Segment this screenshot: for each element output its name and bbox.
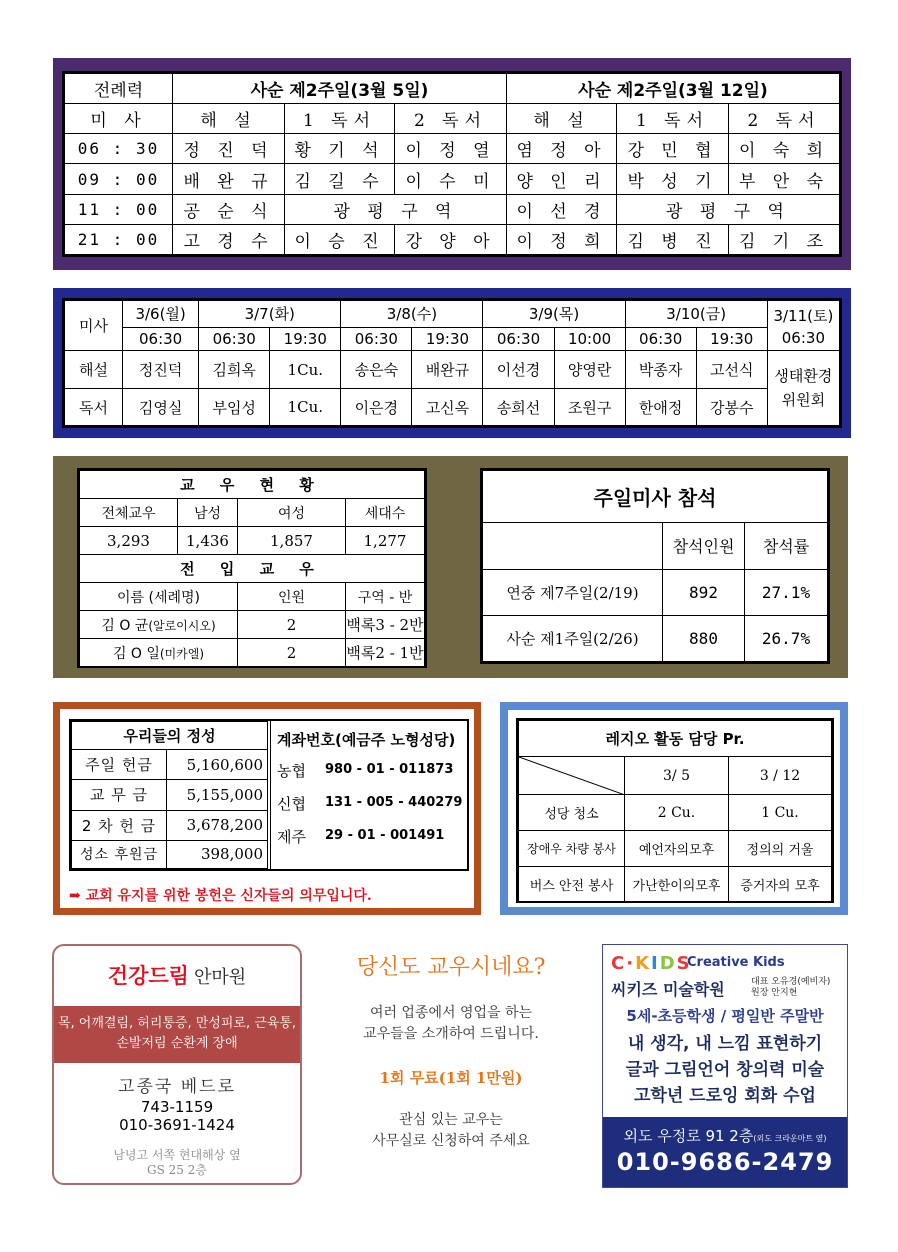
stats-value: 1,436: [178, 527, 238, 555]
sunday-roles-table: [64, 73, 840, 255]
academy-address: [603, 1125, 847, 1146]
parish-stats-box: [77, 468, 427, 668]
legio-corner: [519, 757, 625, 795]
diagonal-line: [519, 757, 625, 795]
role-cell: 이 선 경: [507, 194, 617, 224]
role-cell: 조원구: [554, 389, 625, 426]
time-header: 19:30: [412, 327, 483, 350]
role-cell: 김희옥: [199, 350, 270, 389]
director-line: 원장 안지현: [751, 988, 798, 998]
role-cell: 양영란: [554, 350, 625, 389]
column-header: 2 독서: [729, 104, 840, 134]
role-cell: 1Cu.: [270, 389, 341, 426]
promo-price: 1회 무료(1회 1만원): [379, 1069, 523, 1087]
offering-label: 2 차 헌 금: [72, 810, 167, 840]
role-cell: 강 양 아: [395, 224, 507, 254]
role-cell: 부 안 숙: [729, 164, 840, 194]
legio-table: [518, 720, 832, 902]
role-cell: 광 평 구 역: [285, 194, 507, 224]
transfer-title: 전 입 교 우: [80, 555, 425, 583]
baptismal-name: (알로이시오): [148, 618, 216, 633]
transfer-name: 김 O 일: [112, 645, 160, 662]
academy-name: 씨키즈 미술학원: [611, 980, 725, 999]
date-header: 3/7(화): [199, 301, 341, 328]
column-header: 2 독서: [395, 104, 507, 134]
mass-time: 06 : 30: [65, 134, 173, 164]
offerings-table: [71, 721, 268, 869]
offering-amount: 398,000: [167, 840, 268, 868]
legio-date: 3/ 5: [625, 757, 729, 795]
academy-english-name: Creative Kids: [687, 955, 785, 970]
bank-name: 농협: [277, 762, 306, 780]
stats-value: 1,277: [346, 527, 425, 555]
table-row: [483, 569, 828, 615]
bank-accounts: [270, 721, 467, 869]
legio-assignee: 1 Cu.: [729, 795, 832, 831]
offerings-box: [69, 719, 469, 871]
table-row: [65, 134, 840, 164]
promo-text: [318, 1003, 584, 1045]
time-header: 06:30: [781, 329, 825, 348]
role-cell: 김 기 조: [729, 224, 840, 254]
time-header: 06:30: [123, 327, 199, 350]
role-cell: 양 인 리: [507, 164, 617, 194]
massage-address: [54, 1148, 300, 1178]
mass-label: 미사: [65, 301, 123, 351]
role-cell: 박종자: [625, 350, 696, 389]
table-row: [65, 194, 840, 224]
role-cell: 1Cu.: [270, 350, 341, 389]
weekday-mass-table: [64, 300, 840, 426]
business-promo: [318, 950, 584, 1180]
promo-line: 관심 있는 교우는: [399, 1112, 503, 1128]
week1-title: 사순 제2주일(3월 5일): [173, 74, 507, 104]
attendance-header: 참석인원: [663, 523, 745, 569]
reading-label: 독서: [65, 389, 123, 426]
date-header: 3/11(토): [773, 307, 834, 326]
time-header: 06:30: [625, 327, 696, 350]
stats-header: 전체교우: [80, 499, 178, 527]
account-title: 계좌번호(예금주 노형성당): [277, 731, 456, 749]
transfer-name: 김 O 균: [101, 617, 149, 634]
date-header: 3/9(목): [483, 301, 625, 328]
attendance-count: 892: [663, 569, 745, 615]
legio-assignee: 예언자의모후: [625, 831, 729, 867]
promo-line: 사무실로 신청하여 주세요: [372, 1133, 530, 1149]
address-line: GS 25 2층: [147, 1163, 207, 1177]
role-cell: 한애정: [625, 389, 696, 426]
attendance-box: [480, 468, 830, 664]
time-header: 19:30: [696, 327, 767, 350]
date-header: 3/8(수): [341, 301, 483, 328]
role-cell: 고신옥: [412, 389, 483, 426]
transfer-header: 구역 - 반: [346, 583, 425, 611]
time-header: 19:30: [270, 327, 341, 350]
academy-slogan: 글과 그림언어 창의력 미술: [625, 1060, 825, 1080]
table-row: [72, 840, 268, 868]
massage-owner: 고종국 베드로: [118, 1077, 236, 1097]
logo-letter: C·: [611, 953, 636, 974]
saturday-note: 생태환경 위원회: [767, 350, 839, 425]
role-cell: 이 정 열: [395, 134, 507, 164]
table-row: [72, 780, 268, 810]
address-text: 외도 우정로 91 2층: [623, 1127, 754, 1145]
phone-number: 010-3691-1424: [119, 1116, 235, 1134]
role-cell: 송은숙: [341, 350, 412, 389]
art-academy-ad: [602, 944, 848, 1188]
attendance-table: [482, 470, 828, 662]
ckids-logo: [611, 953, 692, 974]
offering-amount: 3,678,200: [167, 810, 268, 840]
logo-letter: S: [676, 953, 692, 974]
account-row: [277, 826, 467, 847]
transfer-area: 백록2 - 1반: [346, 639, 425, 667]
logo-letter: I: [651, 953, 660, 974]
bank-name: 신협: [277, 795, 306, 813]
legio-assignee: 2 Cu.: [625, 795, 729, 831]
role-cell: 이 승 진: [285, 224, 395, 254]
offerings-title: 우리들의 정성: [72, 722, 268, 750]
offerings-panel: [53, 702, 481, 915]
table-row: [80, 611, 425, 639]
role-cell: 김영실: [123, 389, 199, 426]
academy-phone: 010-9686-2479: [616, 1148, 834, 1176]
role-cell: 공 순 식: [173, 194, 285, 224]
role-cell: 고 경 수: [173, 224, 285, 254]
role-cell: 강 민 협: [617, 134, 729, 164]
table-row: [519, 867, 832, 902]
promo-apply: [318, 1110, 584, 1152]
role-cell: 박 성 기: [617, 164, 729, 194]
phone-number: 743-1159: [140, 1098, 214, 1116]
stats-header: 세대수: [346, 499, 425, 527]
promo-heading: 당신도 교우시네요?: [356, 955, 546, 980]
role-cell: 부임성: [199, 389, 270, 426]
offering-label: 성소 후원금: [72, 840, 167, 868]
role-cell: 김 병 진: [617, 224, 729, 254]
role-cell: 이선경: [483, 350, 554, 389]
column-header: 1 독서: [617, 104, 729, 134]
table-row: [72, 750, 268, 780]
promo-line: 교우들을 소개하여 드립니다.: [363, 1026, 539, 1042]
brand-type: 안마원: [194, 967, 247, 988]
parish-stats-panel: [53, 456, 848, 678]
column-header: 1 독서: [285, 104, 395, 134]
attendance-label: 연중 제7주일(2/19): [483, 569, 663, 615]
account-number: 980 - 01 - 011873: [325, 762, 454, 777]
attendance-title: 주일미사 참석: [483, 471, 828, 523]
academy-contact: [603, 1117, 847, 1187]
mass-time: 09 : 00: [65, 164, 173, 194]
attendance-rate: 26.7%: [745, 615, 828, 661]
liturgy-header: 전례력: [65, 74, 173, 104]
column-header: 해 설: [507, 104, 617, 134]
offering-notice: ➡ 교회 유지를 위한 봉헌은 신자들의 의무입니다.: [69, 888, 372, 904]
transfer-count: 2: [238, 611, 346, 639]
table-row: [65, 224, 840, 254]
massage-ad: [52, 944, 302, 1185]
table-row: [483, 615, 828, 661]
baptismal-name: (미카엘): [159, 646, 205, 661]
bank-name: 제주: [277, 828, 306, 846]
legio-assignee: 정의의 거울: [729, 831, 832, 867]
legio-duty: 성당 청소: [519, 795, 625, 831]
massage-brand: [54, 960, 300, 990]
attendance-label: 사순 제1주일(2/26): [483, 615, 663, 661]
massage-services: 목, 어깨결림, 허리통증, 만성피로, 근육통, 손발저림 순환계 장애: [54, 1006, 300, 1063]
transfer-header: 인원: [238, 583, 346, 611]
legio-panel: [500, 702, 848, 915]
role-cell: 이 수 미: [395, 164, 507, 194]
table-row: [65, 389, 840, 426]
role-cell: 강봉수: [696, 389, 767, 426]
table-row: [519, 795, 832, 831]
logo-letter: K: [635, 953, 652, 974]
account-row: [277, 760, 467, 781]
parish-stats-table: [79, 470, 425, 667]
transfer-name-cell: [80, 639, 238, 667]
role-cell: 이 정 희: [507, 224, 617, 254]
stats-value: 3,293: [80, 527, 178, 555]
time-header: 06:30: [483, 327, 554, 350]
legio-duty: 버스 안전 봉사: [519, 867, 625, 902]
academy-slogan: 내 생각, 내 느낌 표현하기: [627, 1034, 823, 1054]
time-header: 10:00: [554, 327, 625, 350]
address-line: 남녕고 서쪽 현대해상 옆: [113, 1148, 241, 1162]
offering-label: 교 무 금: [72, 780, 167, 810]
offering-amount: 5,155,000: [167, 780, 268, 810]
role-cell: 배 완 규: [173, 164, 285, 194]
offering-label: 주일 헌금: [72, 750, 167, 780]
column-header: 해 설: [173, 104, 285, 134]
role-cell: 배완규: [412, 350, 483, 389]
logo-letter: D: [659, 953, 677, 974]
time-header: 06:30: [199, 327, 270, 350]
role-cell: 이 숙 희: [729, 134, 840, 164]
mass-time: 21 : 00: [65, 224, 173, 254]
account-number: 131 - 005 - 440279: [325, 795, 463, 810]
table-row: [519, 831, 832, 867]
commentary-label: 해설: [65, 350, 123, 389]
address-note: (외도 크라운마트 옆): [753, 1134, 827, 1143]
stats-value: 1,857: [238, 527, 346, 555]
role-cell: 이은경: [341, 389, 412, 426]
account-number: 29 - 01 - 001491: [325, 828, 445, 843]
week2-title: 사순 제2주일(3월 12일): [507, 74, 840, 104]
brand-name: 건강드림: [107, 964, 189, 988]
academy-slogan: 고학년 드로잉 회화 수업: [634, 1086, 816, 1106]
saturday-header: [767, 301, 839, 351]
legio-duty: 장애우 차량 봉사: [519, 831, 625, 867]
legio-date: 3 / 12: [729, 757, 832, 795]
table-row: [65, 164, 840, 194]
role-cell: 정진덕: [123, 350, 199, 389]
role-cell: 염 정 아: [507, 134, 617, 164]
massage-phones: [54, 1098, 300, 1134]
transfer-count: 2: [238, 639, 346, 667]
time-header: 06:30: [341, 327, 412, 350]
role-cell: 고선식: [696, 350, 767, 389]
transfer-name-cell: [80, 611, 238, 639]
role-cell: 광 평 구 역: [617, 194, 840, 224]
attendance-rate: 27.1%: [745, 569, 828, 615]
academy-directors: [751, 977, 830, 999]
transfer-area: 백록3 - 2반: [346, 611, 425, 639]
promo-line: 여러 업종에서 영업을 하는: [369, 1005, 533, 1021]
stats-header: 여성: [238, 499, 346, 527]
attendance-header: 참석률: [745, 523, 828, 569]
role-cell: 송희선: [483, 389, 554, 426]
table-row: [72, 810, 268, 840]
director-line: 대표 오유경(예비자): [751, 977, 831, 987]
table-row: [80, 639, 425, 667]
academy-classes: 5세-초등학생 / 평일반 주말반: [626, 1007, 824, 1025]
offering-amount: 5,160,600: [167, 750, 268, 780]
sunday-roles-panel: [53, 58, 851, 270]
mass-label: 미 사: [65, 104, 173, 134]
stats-header: 남성: [178, 499, 238, 527]
role-cell: 정 진 덕: [173, 134, 285, 164]
legio-title: 레지오 활동 담당 Pr.: [519, 721, 832, 757]
date-header: 3/10(금): [625, 301, 767, 328]
attendance-corner: [483, 523, 663, 569]
mass-time: 11 : 00: [65, 194, 173, 224]
date-header: 3/6(월): [123, 301, 199, 328]
account-row: [277, 793, 467, 814]
role-cell: 황 기 석: [285, 134, 395, 164]
legio-assignee: 가난한이의모후: [625, 867, 729, 902]
weekday-mass-panel: [53, 288, 851, 438]
transfer-header: 이름 (세례명): [80, 583, 238, 611]
stats-title: 교 우 현 황: [80, 471, 425, 499]
role-cell: 김 길 수: [285, 164, 395, 194]
legio-box: [516, 718, 834, 903]
table-row: [65, 350, 840, 389]
legio-assignee: 증거자의 모후: [729, 867, 832, 902]
attendance-count: 880: [663, 615, 745, 661]
